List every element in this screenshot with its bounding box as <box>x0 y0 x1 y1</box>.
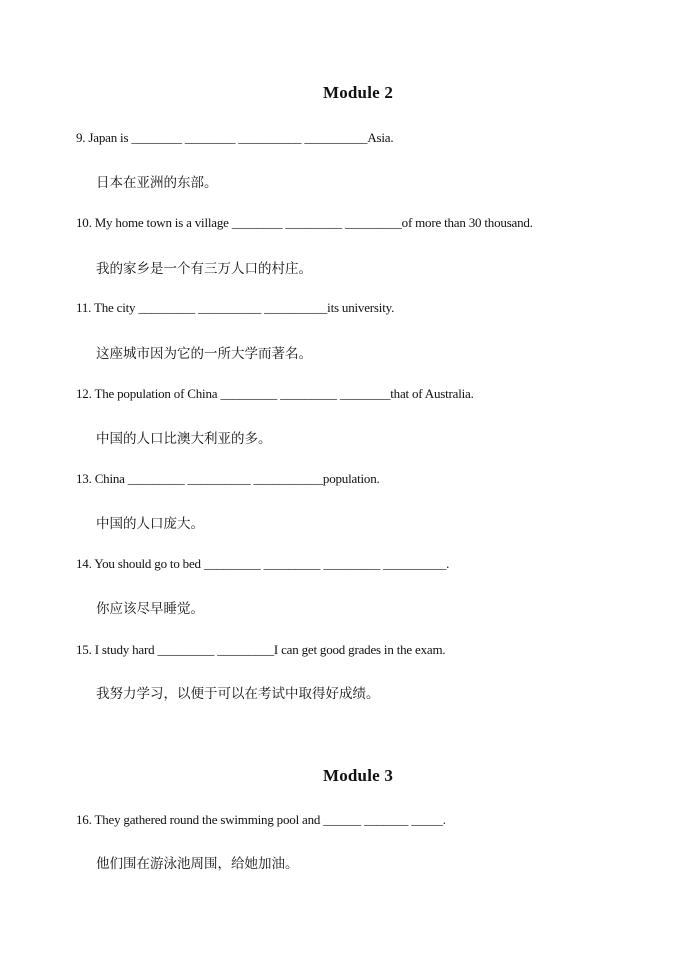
question-13-translation: 中国的人口庞大。 <box>96 516 204 532</box>
question-16-translation: 他们围在游泳池周围，给她加油。 <box>96 856 299 872</box>
question-15-translation: 我努力学习，以便于可以在考试中取得好成绩。 <box>96 686 380 702</box>
question-15: 15. I study hard _________ _________I can get good grades in the exam. <box>76 642 446 657</box>
question-10-translation: 我的家乡是一个有三万人口的村庄。 <box>96 261 312 277</box>
question-16: 16. They gathered round the swimming pool and ______ _______ _____. <box>76 812 446 827</box>
question-12-translation: 中国的人口比澳大利亚的多。 <box>96 431 272 447</box>
module-2-heading: Module 2 <box>322 83 394 102</box>
question-14-translation: 你应该尽早睡觉。 <box>96 601 204 617</box>
question-9-translation: 日本在亚洲的东部。 <box>96 175 218 191</box>
question-13: 13. China _________ __________ ___________population. <box>76 471 380 486</box>
question-9: 9. Japan is ________ ________ __________ __________Asia. <box>76 130 394 145</box>
question-11: 11. The city _________ __________ __________its university. <box>76 300 395 315</box>
question-10: 10. My home town is a village ________ _________ _________of more than 30 thousand. <box>76 215 533 230</box>
question-12: 12. The population of China _________ _________ ________that of Australia. <box>76 386 474 401</box>
question-11-translation: 这座城市因为它的一所大学而著名。 <box>96 346 312 362</box>
question-14: 14. You should go to bed _________ _________ _________ __________. <box>76 556 450 571</box>
module-3-heading: Module 3 <box>322 766 394 785</box>
